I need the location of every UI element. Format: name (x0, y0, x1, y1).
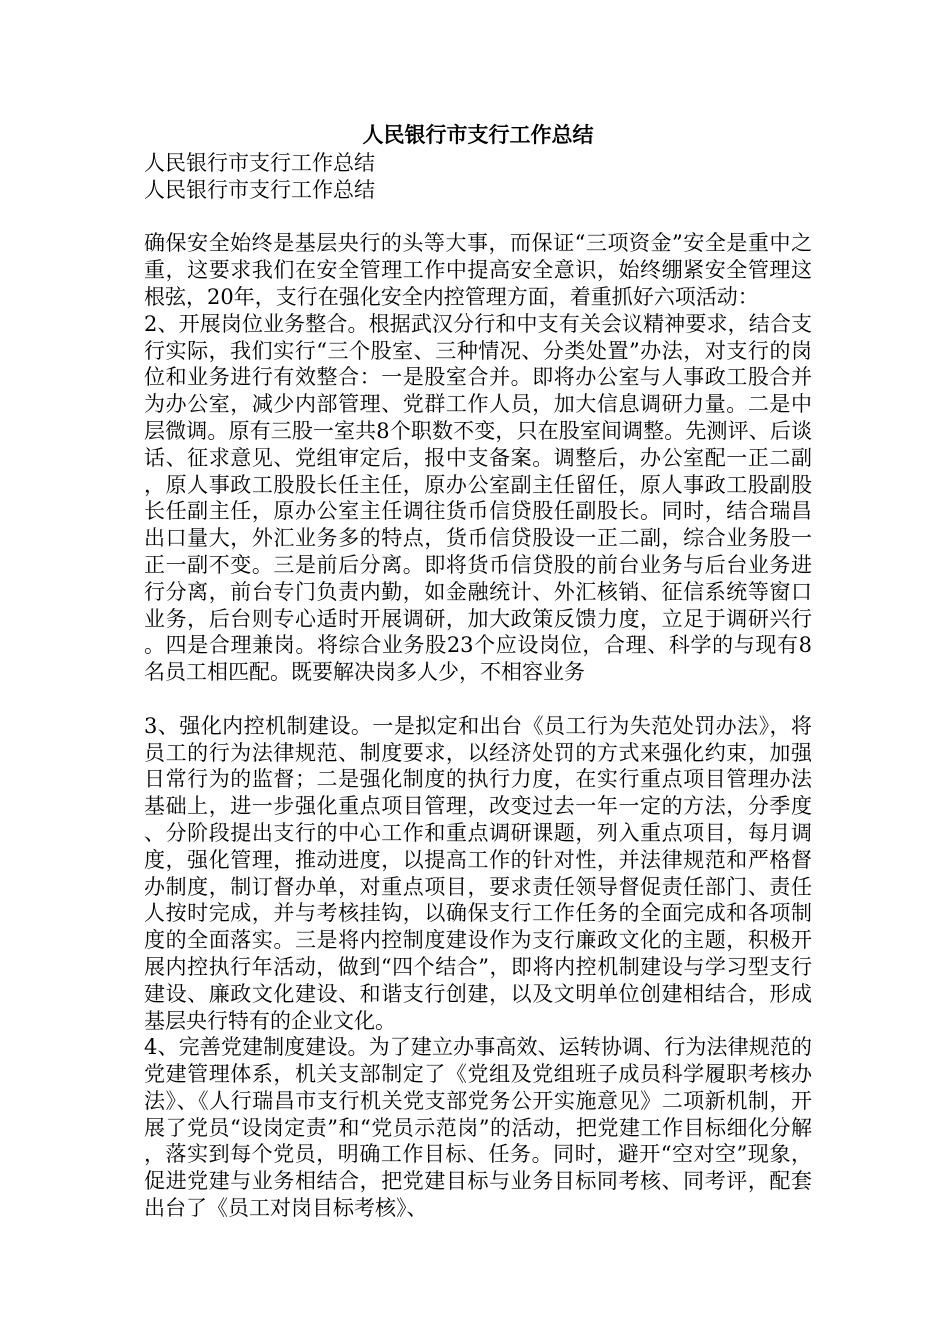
document-page (144, 120, 812, 1222)
paragraph-intro: 确保安全始终是基层央行的头等大事，而保证“三项资金”安全是重中之重，这要求我们在安全管理工作中提高安全意识，始终绷紧安全管理这根弦，20年，支行在强化安全内控管理方面，着重抓好六项活动： (144, 231, 812, 309)
document-subtitle-1: 人民银行市支行工作总结 (144, 151, 375, 175)
document-title: 人民银行市支行工作总结 (362, 122, 594, 147)
paragraph-section-4: 4、完善党建制度建设。为了建立办事高效、运转协调、行为法律规范的党建管理体系，机关支部制定了《党组及党组班子成员科学履职考核办法》、《人行瑞昌市支行机关党支部党务公开实施意见》二项新机制，开展了党员“设岗定责”和“党员示范岗”的活动，把党建工作目标细化分解，落实到每个党员，明确工作目标、任务。同时，避开“空对空”现象，促进党建与业务相结合，把党建目标与业务目标同考核、同考评，配套出台了《员工对岗目标考核》、 (144, 1035, 812, 1221)
paragraph-spacer (144, 686, 812, 713)
paragraph-section-3: 3、强化内控机制建设。一是拟定和出台《员工行为失范处罚办法》，将员工的行为法律规范、制度要求，以经济处罚的方式来强化约束，加强日常行为的监督；二是强化制度的执行力度，在实行重点项目管理办法基础上，进一步强化重点项目管理，改变过去一年一定的方法，分季度、分阶段提出支行的中心工作和重点调研课题，列入重点项目，每月调度，强化管理，推动进度，以提高工作的针对性，并法律规范和严格督办制度，制订督办单，对重点项目，要求责任领导督促责任部门、责任人按时完成，并与考核挂钩，以确保支行工作任务的全面完成和各项制度的全面落实。三是将内控制度建设作为支行廉政文化的主题，积极开展内控执行年活动，做到“四个结合”，即将内控机制建设与学习型支行建设、廉政文化建设、和谐支行创建，以及文明单位创建相结合，形成基层央行特有的企业文化。 (144, 713, 812, 1033)
document-subtitle-2: 人民银行市支行工作总结 (144, 177, 375, 202)
paragraph-spacer (144, 204, 812, 231)
paragraph-section-2: 2、开展岗位业务整合。根据武汉分行和中支有关会议精神要求，结合支行实际，我们实行“三个股室、三种情况、分类处置”办法，对支行的岗位和业务进行有效整合：一是股室合并。即将办公室与人事政工股合并为办公室，减少内部管理、党群工作人员，加大信息调研力量。二是中层微调。原有三股一室共8个职数不变，只在股室间调整。先测评、后谈话、征求意见、党组审定后，报中支备案。调整后，办公室配一正二副，原人事政工股股长任主任，原办公室副主任留任，原人事政工股副股长任副主任，原办公室主任调往货币信贷股任副股长。同时，结合瑞昌出口量大，外汇业务多的特点，货币信贷股设一正二副，综合业务股一正一副不变。三是前后分离。即将货币信贷股的前台业务与后台业务进行分离，前台专门负责内勤，如金融统计、外汇核销、征信系统等窗口业务，后台则专心适时开展调研，加大政策反馈力度，立足于调研兴行。四是合理兼岗。将综合业务股23个应设岗位，合理、科学的与现有8名员工相匹配。既要解决岗多人少，不相容业务 (144, 311, 812, 685)
